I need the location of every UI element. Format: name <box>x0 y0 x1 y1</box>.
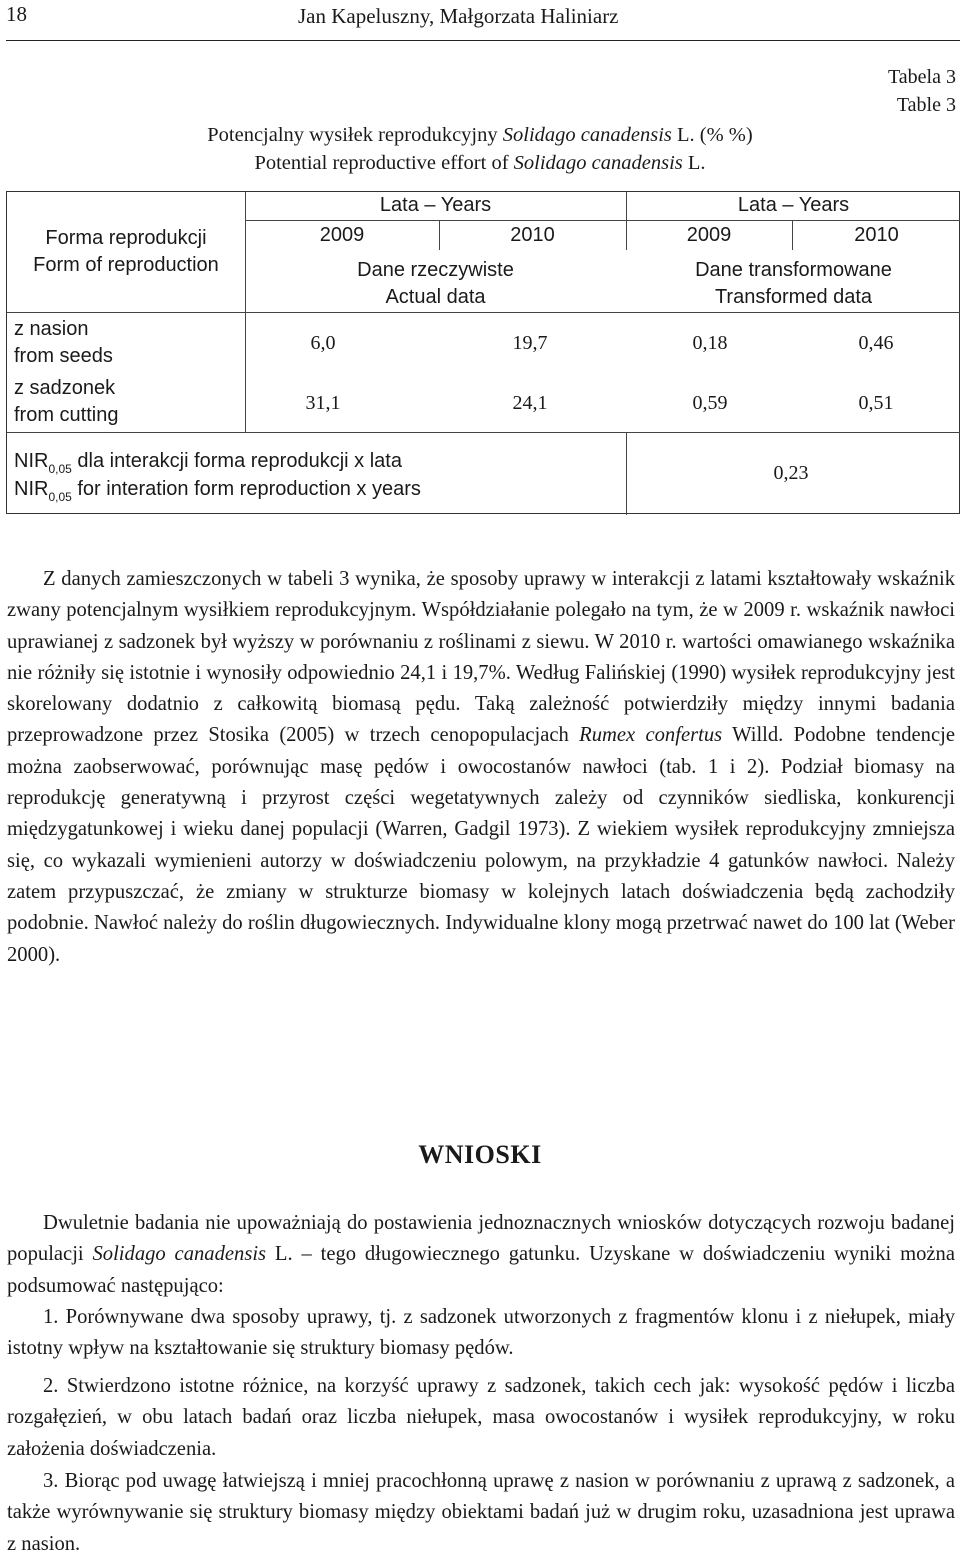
row-header <box>7 225 245 279</box>
subheader-actual <box>245 257 626 311</box>
conclusions-intro-part2: L. – tego długowiecznego gatunku. Uzyskane w doświadczeniu wyniki można podsumować następująco: <box>7 1243 955 1297</box>
paragraph-results-part2: Willd. Podobne tendencje można zaobserwować, porównując masę pędów i owocostanów nawłoci (tab. 1 i 2). Podział biomasy na reprodukcję generatywną i przyrost części wegetatywnych zależy od czynników siedliska, konkurencji międzygatunkowej i wieku danej populacji (Warren, Gadgil 1973). Z wiekiem wysiłek reprodukcyjny zmniejsza się, co wykazali wymienieni autorzy w doświadczeniu polowym, na przykładzie 4 gatunków nawłoci. Należy zatem przypuszczać, że zmiany w strukturze biomasy w kolejnych latach doświadczenia będą zachodziły podobnie. Nawłoć należy do roślin długowiecznych. Indywidualne klony mogą przetrwać nawet do 100 lat (Weber 2000). <box>7 724 955 966</box>
nir-subscript-en: 0,05 <box>48 490 72 504</box>
group-header-transformed: Lata – Years <box>737 194 850 216</box>
table-label-pl: Tabela 3 <box>887 66 956 88</box>
conclusions-intro-species: Solidago canadensis <box>92 1243 267 1266</box>
section-heading: WNIOSKI <box>418 1140 542 1169</box>
table-caption-pl <box>0 124 960 147</box>
table-label-en: Table 3 <box>896 94 956 116</box>
nir-text-pl: dla interakcji forma reprodukcji x lata <box>77 450 402 472</box>
cell-cutting-transformed-2010: 0,51 <box>858 392 894 414</box>
table-rule-header <box>7 312 960 313</box>
nir-symbol-pl: NIR <box>14 450 49 472</box>
table-caption-en <box>0 152 960 175</box>
caption-pl-suffix: L. (% %) <box>671 124 753 146</box>
cell-cutting-actual-2010: 24,1 <box>512 392 548 414</box>
nir-label-en <box>14 476 421 511</box>
paragraph-results <box>7 564 955 971</box>
cell-seeds-actual-2009: 6,0 <box>310 332 336 354</box>
page-number: 18 <box>6 2 27 26</box>
row-label-seeds-pl: z nasion <box>14 318 89 340</box>
table-rule-body <box>7 432 960 433</box>
running-head: Jan Kapeluszny, Małgorzata Haliniarz <box>298 4 619 28</box>
caption-en-species: Solidago canadensis <box>513 152 683 174</box>
paragraph-results-species: Rumex confertus <box>579 724 723 747</box>
row-label-cutting <box>14 375 118 429</box>
row-label-cutting-en: from cutting <box>14 404 119 426</box>
row-header-pl: Forma reprodukcji <box>45 227 207 249</box>
row-label-seeds <box>14 316 113 370</box>
year-actual-2010: 2010 <box>510 224 555 246</box>
conclusion-item-3: 3. Biorąc pod uwagę łatwiejszą i mniej pracochłonną uprawę z nasion w porównaniu z uprawą z sadzonek, a także wyrównywanie się struktury biomasy między obiektami badań już w drugim roku, uzasadniona jest uprawa z nasion. <box>7 1470 955 1555</box>
row-label-seeds-en: from seeds <box>14 345 113 367</box>
caption-pl-prefix: Potencjalny wysiłek reprodukcyjny <box>207 124 503 146</box>
group-header-actual: Lata – Years <box>379 194 492 216</box>
conclusion-item-1: 1. Porównywane dwa sposoby uprawy, tj. z sadzonek utworzonych z fragmentów klonu i z niełupek, miały istotny wpływ na kształtowanie się struktury biomasy pędów. <box>7 1306 955 1360</box>
table-divider-nir <box>626 432 627 515</box>
conclusion-item-2: 2. Stwierdzono istotne różnice, na korzyść uprawy z sadzonek, takich cech jak: wysokość pędów i liczba rozgałęzień, w obu latach badań oraz liczba niełupek, masa owocostanów i wysiłek reprodukcyjny, w roku założenia doświadczenia. <box>7 1375 955 1460</box>
cell-seeds-actual-2010: 19,7 <box>512 332 548 354</box>
year-transformed-2010: 2010 <box>854 224 899 246</box>
nir-text-en: for interation form reproduction x years <box>77 478 421 500</box>
cell-seeds-transformed-2010: 0,46 <box>858 332 894 354</box>
row-label-cutting-pl: z sadzonek <box>14 377 116 399</box>
conclusions-intro-part1: Dwuletnie badania nie upoważniają do postawienia jednoznacznych wniosków dotyczących rozwoju badanej populacji <box>7 1212 955 1266</box>
nir-subscript-pl: 0,05 <box>48 462 72 476</box>
caption-en-prefix: Potential reproductive effort of <box>254 152 514 174</box>
subheader-actual-en: Actual data <box>385 286 486 308</box>
conclusions-intro <box>7 1208 955 1302</box>
header-rule <box>6 40 960 41</box>
subheader-transformed <box>626 257 960 311</box>
caption-en-suffix: L. <box>682 152 706 174</box>
subheader-actual-pl: Dane rzeczywiste <box>357 259 514 281</box>
row-header-en: Form of reproduction <box>33 254 219 276</box>
year-transformed-2009: 2009 <box>686 224 732 246</box>
subheader-transformed-en: Transformed data <box>714 286 873 308</box>
data-table <box>6 191 960 514</box>
year-actual-2009: 2009 <box>319 224 365 246</box>
nir-symbol-en: NIR <box>14 478 49 500</box>
subheader-transformed-pl: Dane transformowane <box>695 259 892 281</box>
paragraph-results-part1: Z danych zamieszczonych w tabeli 3 wynika, że sposoby uprawy w interakcji z latami kształtowały wskaźnik zwany potencjalnym wysiłkiem reprodukcyjnym. Współdziałanie polegało na tym, że w 2009 r. wskaźnik nawłoci uprawianej z sadzonek był wyższy w porównaniu z roślinami z siewu. W 2010 r. wartości omawianego wskaźnika nie różniły się istotnie i wynosiły odpowiednio 24,1 i 19,7%. Według Falińskiej (1990) wysiłek reprodukcyjny jest skorelowany dodatnio z całkowitą biomasą pędu. Taką zależność potwierdziły między innymi badania przeprowadzone przez Stosika (2005) w trzech cenopopulacjach <box>7 568 955 747</box>
caption-pl-species: Solidago canadensis <box>502 124 672 146</box>
nir-value: 0,23 <box>773 462 809 484</box>
cell-cutting-transformed-2009: 0,59 <box>692 392 728 414</box>
cell-seeds-transformed-2009: 0,18 <box>692 332 728 354</box>
table-rule-group <box>245 220 960 221</box>
cell-cutting-actual-2009: 31,1 <box>305 392 341 414</box>
